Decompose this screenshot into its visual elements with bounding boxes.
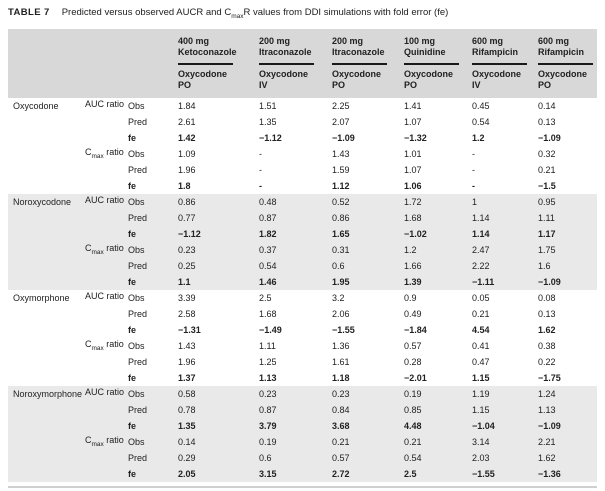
value-cell: 3.15: [259, 468, 277, 479]
value-cell: 2.07: [332, 116, 350, 127]
value-cell: 0.52: [332, 196, 350, 207]
value-cell: 3.39: [178, 292, 196, 303]
table-row: [8, 306, 597, 322]
value-cell: 0.87: [259, 212, 277, 223]
value-cell: 1.65: [332, 228, 350, 239]
stat-label: Obs: [128, 340, 145, 351]
victim-route: PO: [332, 80, 346, 91]
value-cell: -: [472, 148, 475, 159]
header-divider-line: [404, 63, 459, 65]
table-row: [8, 98, 597, 114]
value-cell: 1.46: [259, 276, 277, 287]
metric-label-pre: C: [85, 339, 92, 350]
stat-label: Pred: [128, 308, 148, 319]
value-cell: 0.57: [404, 340, 422, 351]
caption-text-post: R values from DDI simulations with fold error (fe): [243, 7, 449, 18]
value-cell: −1.09: [538, 420, 561, 431]
value-cell: 0.6: [259, 452, 272, 463]
stat-label: fe: [128, 228, 137, 239]
value-cell: 0.95: [538, 196, 556, 207]
value-cell: 2.22: [472, 260, 490, 271]
stat-label: Obs: [128, 148, 145, 159]
metric-label-sub: max: [91, 249, 104, 257]
table-row: [8, 322, 597, 338]
value-cell: 0.86: [178, 196, 196, 207]
table-row: [8, 274, 597, 290]
stat-label: Pred: [128, 116, 148, 127]
value-cell: 1.17: [538, 228, 556, 239]
value-cell: 1.42: [178, 132, 196, 143]
metric-label: [85, 243, 128, 256]
value-cell: 1.1: [178, 276, 191, 287]
value-cell: 1.61: [332, 356, 350, 367]
value-cell: 0.29: [178, 452, 196, 463]
value-cell: 1.15: [472, 372, 490, 383]
value-cell: 1.07: [404, 164, 422, 175]
value-cell: 1.62: [538, 452, 556, 463]
perpetrator-dose: 100 mg: [404, 35, 436, 46]
header-column: [538, 36, 599, 92]
value-cell: 1.72: [404, 196, 422, 207]
perpetrator-name: Rifampicin: [472, 47, 519, 58]
stat-label: Obs: [128, 292, 145, 303]
value-cell: 2.03: [472, 452, 490, 463]
victim-route: IV: [472, 80, 481, 91]
value-cell: −1.09: [538, 132, 561, 143]
value-cell: −1.11: [472, 276, 495, 287]
metric-label-pre: AUC ratio: [85, 387, 125, 398]
stat-label: fe: [128, 132, 137, 143]
value-cell: 0.21: [538, 164, 556, 175]
value-cell: −1.5: [538, 180, 556, 191]
perpetrator-name: Itraconazole: [332, 47, 385, 58]
value-cell: 0.54: [259, 260, 277, 271]
stat-label: Pred: [128, 164, 148, 175]
value-cell: 2.61: [178, 116, 196, 127]
header-column: [404, 36, 472, 92]
value-cell: 1.2: [404, 244, 417, 255]
value-cell: 1.96: [178, 356, 196, 367]
victim-name: Oxycodone: [404, 68, 454, 79]
value-cell: 1.35: [178, 420, 196, 431]
value-cell: 0.23: [178, 244, 196, 255]
metric-label-pre: C: [85, 435, 92, 446]
value-cell: 0.45: [472, 100, 490, 111]
value-cell: -: [259, 164, 262, 175]
metric-label: [85, 339, 128, 352]
value-cell: 0.13: [538, 308, 556, 319]
value-cell: 0.21: [472, 308, 490, 319]
value-cell: 0.21: [404, 436, 422, 447]
value-cell: 0.14: [178, 436, 196, 447]
value-cell: −1.09: [538, 276, 561, 287]
table-row: [8, 226, 597, 242]
perpetrator-dose: 600 mg: [472, 35, 504, 46]
value-cell: 0.6: [332, 260, 345, 271]
table-row: [8, 434, 597, 450]
table-caption: [8, 7, 597, 23]
value-cell: 1.35: [259, 116, 277, 127]
perpetrator-name: Rifampicin: [538, 47, 585, 58]
metric-label: [85, 387, 128, 400]
perpetrator-dose: 600 mg: [538, 35, 570, 46]
stat-label: Pred: [128, 452, 148, 463]
value-cell: 1.95: [332, 276, 350, 287]
header-column: [472, 36, 538, 92]
compound-label: Noroxycodone: [13, 196, 72, 207]
caption-text: [62, 7, 449, 18]
victim-name: Oxycodone: [472, 68, 522, 79]
header-divider-line: [259, 63, 314, 65]
value-cell: 1.62: [538, 324, 556, 335]
value-cell: −1.09: [332, 132, 355, 143]
value-cell: −1.75: [538, 372, 561, 383]
value-cell: 0.25: [178, 260, 196, 271]
perpetrator-name: Ketoconazole: [178, 47, 237, 58]
table-row: [8, 338, 597, 354]
value-cell: 1.59: [332, 164, 350, 175]
value-cell: 0.21: [332, 436, 350, 447]
value-cell: 0.37: [259, 244, 277, 255]
compound-section: [8, 386, 597, 482]
caption-text-pre: Predicted versus observed AUCR and C: [61, 7, 232, 18]
metric-label-pre: AUC ratio: [85, 99, 125, 110]
value-cell: 1.2: [472, 132, 485, 143]
value-cell: 1.36: [332, 340, 350, 351]
value-cell: 2.5: [259, 292, 272, 303]
value-cell: 1.25: [259, 356, 277, 367]
value-cell: 1.66: [404, 260, 422, 271]
value-cell: -: [259, 148, 262, 159]
value-cell: 2.5: [404, 468, 417, 479]
victim-name: Oxycodone: [538, 68, 588, 79]
value-cell: 0.05: [472, 292, 490, 303]
stat-label: Pred: [128, 404, 148, 415]
value-cell: −1.32: [404, 132, 427, 143]
value-cell: 0.19: [404, 388, 422, 399]
value-cell: 3.79: [259, 420, 277, 431]
header-column: [178, 36, 259, 92]
value-cell: -: [472, 180, 475, 191]
value-cell: −1.31: [178, 324, 201, 335]
value-cell: 0.57: [332, 452, 350, 463]
value-cell: 0.41: [472, 340, 490, 351]
value-cell: 1.24: [538, 388, 556, 399]
value-cell: 0.84: [332, 404, 350, 415]
stat-label: fe: [128, 372, 137, 383]
value-cell: 0.54: [472, 116, 490, 127]
value-cell: 1.13: [259, 372, 277, 383]
header-spacer: [13, 36, 178, 92]
value-cell: 1.96: [178, 164, 196, 175]
stat-label: Pred: [128, 356, 148, 367]
value-cell: 1.37: [178, 372, 196, 383]
value-cell: 0.87: [259, 404, 277, 415]
metric-label-pre: AUC ratio: [85, 195, 125, 206]
value-cell: 0.13: [538, 116, 556, 127]
victim-route: PO: [538, 80, 552, 91]
value-cell: 0.48: [259, 196, 277, 207]
value-cell: 0.28: [404, 356, 422, 367]
value-cell: 0.54: [404, 452, 422, 463]
compound-section: [8, 194, 597, 290]
header-divider-line: [332, 63, 387, 65]
stat-label: Pred: [128, 212, 148, 223]
table-row: [8, 290, 597, 306]
value-cell: 0.78: [178, 404, 196, 415]
value-cell: -: [259, 180, 262, 191]
stat-label: fe: [128, 420, 137, 431]
victim-route: PO: [178, 80, 192, 91]
value-cell: 1.07: [404, 116, 422, 127]
value-cell: 3.2: [332, 292, 345, 303]
value-cell: −1.04: [472, 420, 495, 431]
value-cell: 0.86: [332, 212, 350, 223]
value-cell: 0.19: [259, 436, 277, 447]
table-row: [8, 450, 597, 466]
value-cell: 1.68: [404, 212, 422, 223]
value-cell: 1.01: [404, 148, 422, 159]
value-cell: 1.84: [178, 100, 196, 111]
value-cell: −2.01: [404, 372, 427, 383]
value-cell: 0.77: [178, 212, 196, 223]
value-cell: −1.84: [404, 324, 427, 335]
victim-route: PO: [404, 80, 418, 91]
stat-label: Obs: [128, 196, 145, 207]
value-cell: −1.36: [538, 468, 561, 479]
metric-label-sub: max: [91, 345, 104, 353]
table-row: [8, 242, 597, 258]
value-cell: 2.25: [332, 100, 350, 111]
metric-label-post: ratio: [103, 339, 124, 350]
header-divider-line: [472, 63, 527, 65]
value-cell: 1.11: [259, 340, 276, 351]
perpetrator-dose: 200 mg: [259, 35, 291, 46]
table-row: [8, 194, 597, 210]
victim-route: IV: [259, 80, 268, 91]
value-cell: 1.75: [538, 244, 556, 255]
value-cell: 2.47: [472, 244, 490, 255]
header-divider-line: [538, 63, 593, 65]
value-cell: 4.54: [472, 324, 490, 335]
value-cell: 0.31: [332, 244, 350, 255]
metric-label: [85, 291, 128, 304]
value-cell: 1.14: [472, 228, 490, 239]
value-cell: −1.55: [472, 468, 495, 479]
value-cell: 1.12: [332, 180, 350, 191]
value-cell: 1.11: [538, 212, 555, 223]
value-cell: 1.14: [472, 212, 490, 223]
value-cell: -: [472, 164, 475, 175]
value-cell: 1.06: [404, 180, 422, 191]
stat-label: Obs: [128, 100, 145, 111]
compound-label: Oxymorphone: [13, 292, 70, 303]
value-cell: 2.21: [538, 436, 556, 447]
value-cell: 0.23: [259, 388, 277, 399]
value-cell: 1.68: [259, 308, 277, 319]
header-column: [332, 36, 404, 92]
value-cell: 1.43: [178, 340, 196, 351]
header-divider-line: [178, 63, 233, 65]
perpetrator-dose: 400 mg: [178, 35, 210, 46]
metric-label-post: ratio: [103, 435, 124, 446]
metric-label-pre: C: [85, 243, 92, 254]
compound-label: Noroxymorphone: [13, 388, 83, 399]
compound-label: Oxycodone: [13, 100, 59, 111]
table-body: [8, 98, 597, 482]
value-cell: 0.47: [472, 356, 490, 367]
table-row: [8, 178, 597, 194]
victim-name: Oxycodone: [259, 68, 309, 79]
stat-label: fe: [128, 468, 137, 479]
perpetrator-dose: 200 mg: [332, 35, 364, 46]
table-header: [8, 29, 597, 98]
value-cell: −1.12: [259, 132, 282, 143]
table-row: [8, 146, 597, 162]
value-cell: 3.68: [332, 420, 350, 431]
table-row: [8, 354, 597, 370]
table-row: [8, 402, 597, 418]
value-cell: 1.41: [404, 100, 422, 111]
table-row: [8, 162, 597, 178]
value-cell: 1.43: [332, 148, 350, 159]
value-cell: 2.05: [178, 468, 196, 479]
value-cell: 1.18: [332, 372, 350, 383]
metric-label: [85, 195, 128, 208]
table-row: [8, 114, 597, 130]
value-cell: 0.38: [538, 340, 556, 351]
metric-label-post: ratio: [103, 147, 124, 158]
metric-label-pre: C: [85, 147, 92, 158]
table-row: [8, 466, 597, 482]
ddi-results-table: [8, 29, 597, 488]
stat-label: Pred: [128, 260, 148, 271]
value-cell: 0.23: [332, 388, 350, 399]
value-cell: 1.82: [259, 228, 277, 239]
compound-section: [8, 290, 597, 386]
value-cell: 1.6: [538, 260, 551, 271]
value-cell: 0.08: [538, 292, 556, 303]
caption-text-sub: max: [231, 12, 244, 20]
value-cell: −1.02: [404, 228, 427, 239]
value-cell: 1: [472, 196, 478, 207]
value-cell: 0.22: [538, 356, 556, 367]
value-cell: 2.06: [332, 308, 350, 319]
header-column: [259, 36, 332, 92]
value-cell: 0.14: [538, 100, 556, 111]
value-cell: 0.85: [404, 404, 422, 415]
value-cell: 0.32: [538, 148, 556, 159]
value-cell: 4.48: [404, 420, 422, 431]
value-cell: 1.19: [472, 388, 490, 399]
value-cell: 0.49: [404, 308, 422, 319]
table-row: [8, 370, 597, 386]
value-cell: 2.72: [332, 468, 350, 479]
stat-label: fe: [128, 180, 137, 191]
metric-label-post: ratio: [103, 243, 124, 254]
value-cell: 0.9: [404, 292, 417, 303]
perpetrator-name: Itraconazole: [259, 47, 312, 58]
stat-label: Obs: [128, 388, 145, 399]
metric-label-sub: max: [91, 153, 104, 161]
stat-label: Obs: [128, 244, 145, 255]
value-cell: 0.58: [178, 388, 196, 399]
metric-label-sub: max: [91, 441, 104, 449]
value-cell: 1.09: [178, 148, 196, 159]
value-cell: −1.12: [178, 228, 201, 239]
table-row: [8, 386, 597, 402]
value-cell: 1.8: [178, 180, 191, 191]
metric-label: [85, 147, 128, 160]
value-cell: 3.14: [472, 436, 490, 447]
value-cell: −1.55: [332, 324, 355, 335]
value-cell: 1.39: [404, 276, 422, 287]
table-row: [8, 418, 597, 434]
metric-label-pre: AUC ratio: [85, 291, 125, 302]
table-row: [8, 258, 597, 274]
value-cell: 2.58: [178, 308, 196, 319]
table-row: [8, 210, 597, 226]
value-cell: −1.49: [259, 324, 282, 335]
metric-label: [85, 99, 128, 112]
metric-label: [85, 435, 128, 448]
value-cell: 1.51: [259, 100, 277, 111]
table-number: TABLE 7: [8, 7, 50, 18]
table-row: [8, 130, 597, 146]
stat-label: fe: [128, 276, 137, 287]
compound-section: [8, 98, 597, 194]
perpetrator-name: Quinidine: [404, 47, 446, 58]
victim-name: Oxycodone: [178, 68, 228, 79]
victim-name: Oxycodone: [332, 68, 382, 79]
value-cell: 1.13: [538, 404, 556, 415]
stat-label: Obs: [128, 436, 145, 447]
stat-label: fe: [128, 324, 137, 335]
value-cell: 1.15: [472, 404, 490, 415]
